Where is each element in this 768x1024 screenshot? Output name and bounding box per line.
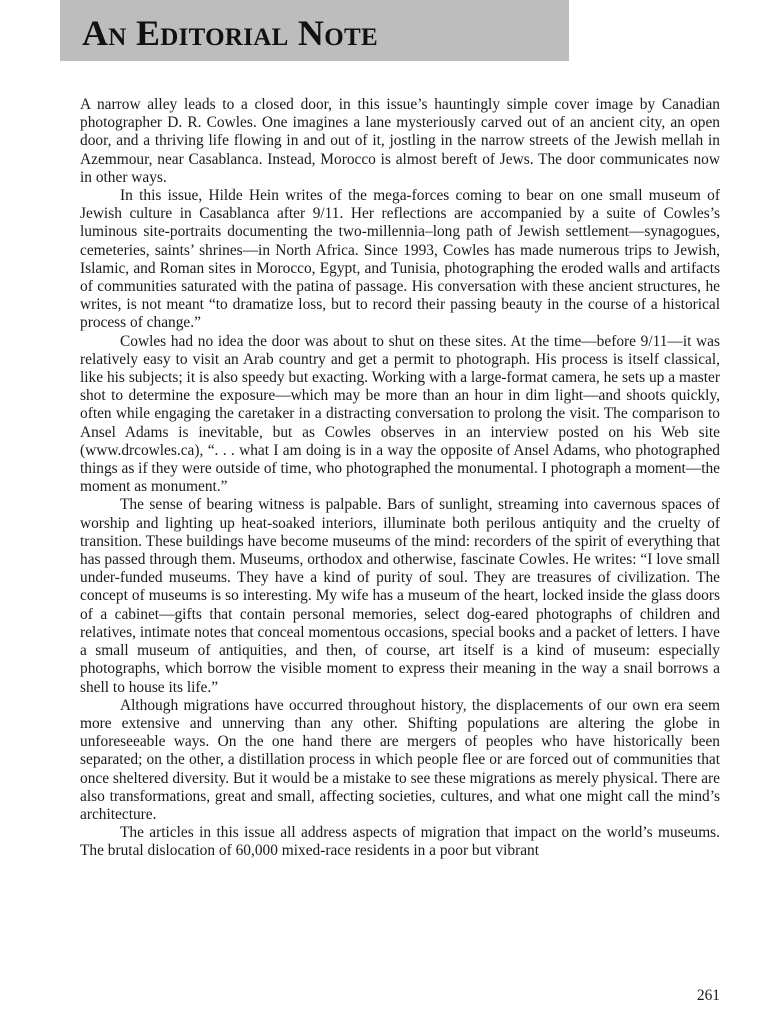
article-body	[80, 96, 720, 861]
title-band	[60, 0, 569, 61]
paragraph: The sense of bearing witness is palpable. Bars of sunlight, streaming into cavernous spaces of worship and lighting up heat-soaked interiors, illuminate both perilous antiquity and the cruelty of transition. These buildings have become museums of the mind: recorders of the spirit of everything that has passed through them. Museums, orthodox and otherwise, fascinate Cowles. He writes: “I love small under-funded museums. They have a kind of purity of soul. They are treasures of civilization. The concept of museums is so interesting. My wife has a museum of the heart, locked inside the glass doors of a cabinet—gifts that contain personal memories, select dog-eared photographs of children and relatives, intimate notes that conceal momentous occasions, special books and a packet of letters. I have a small museum of antiquities, and then, of course, art itself is a kind of museum: especially photographs, which borrow the visible moment to express their meaning in the way a snail borrows a shell to house its life.”	[80, 496, 720, 696]
paragraph: Cowles had no idea the door was about to shut on these sites. At the time—before 9/11—it was relatively easy to visit an Arab country and get a permit to photograph. His process is itself classical, like his subjects; it is also speedy but exacting. Working with a large-format camera, he sets up a master shot to determine the exposure—which may be more than an hour in dim light—and shoots quickly, often while engaging the caretaker in a distracting conversation to prolong the visit. The comparison to Ansel Adams is inevitable, but as Cowles observes in an interview posted on his Web site (www.drcowles.ca), “. . . what I am doing is in a way the opposite of Ansel Adams, who photographed things as if they were outside of time, who photographed the monumental. I photograph a moment—the moment as monument.”	[80, 332, 720, 496]
page-title: An Editorial Note	[82, 13, 378, 53]
paragraph: In this issue, Hilde Hein writes of the mega-forces coming to bear on one small museum of Jewish culture in Casablanca after 9/11. Her reflections are accompanied by a suite of Cowles’s luminous site-portraits documenting the two-millennia–long path of Jewish settlement—synagogues, cemeteries, saints’ shrines—in North Africa. Since 1993, Cowles has made numerous trips to Jewish, Islamic, and Roman sites in Morocco, Egypt, and Tunisia, photographing the eroded walls and artifacts of communities saturated with the patina of passage. His conversation with these ancient structures, he writes, is not meant “to dramatize loss, but to record their passing beauty in the course of a historical process of change.”	[80, 187, 720, 332]
paragraph: The articles in this issue all address aspects of migration that impact on the world’s museums. The brutal dislocation of 60,000 mixed-race residents in a poor but vibrant	[80, 824, 720, 860]
paragraph: A narrow alley leads to a closed door, in this issue’s hauntingly simple cover image by Canadian photographer D. R. Cowles. One imagines a lane mysteriously carved out of an ancient city, an open door, and a thriving life flowing in and out of it, jostling in the narrow streets of the Jewish mellah in Azemmour, near Casablanca. Instead, Morocco is almost bereft of Jews. The door communicates now in other ways.	[80, 96, 720, 186]
paragraph: Although migrations have occurred throughout history, the displacements of our own era seem more extensive and unnerving than any other. Shifting populations are altering the globe in unforeseeable ways. On the one hand there are mergers of peoples who have historically been separated; on the other, a distillation process in which people flee or are forced out of communities that once sheltered diversity. But it would be a mistake to see these migrations as merely physical. There are also transformations, great and small, affecting societies, cultures, and what one might call the mind’s architecture.	[80, 696, 720, 823]
page-number: 261	[696, 987, 720, 1004]
